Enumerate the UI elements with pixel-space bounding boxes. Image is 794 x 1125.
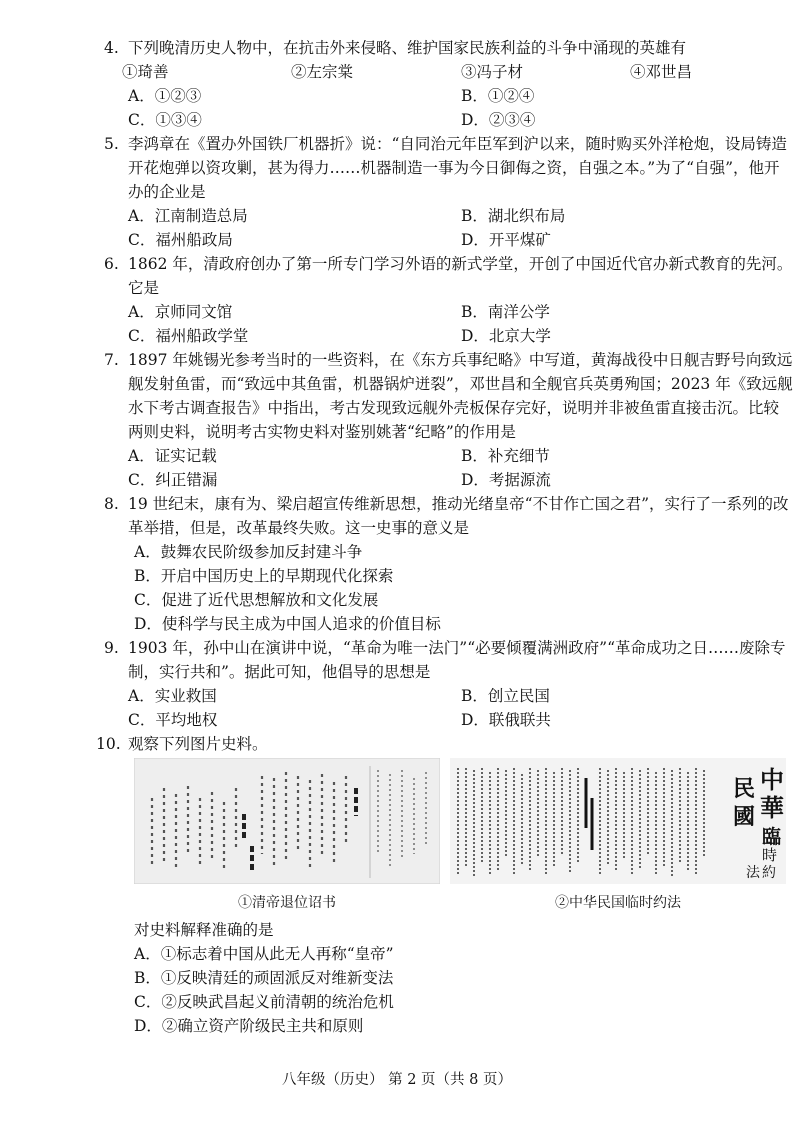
option-c[interactable]: C．纠正错漏 bbox=[128, 471, 218, 489]
question-number: 6. bbox=[104, 255, 119, 273]
question-7-stem bbox=[104, 348, 794, 444]
figure-caption: ①清帝退位诏书 bbox=[238, 895, 336, 911]
question-text: 1897 年姚锡光参考当时的一些资料，在《东方兵事纪略》中写道，黄海战役中日舰吉野号向致远舰发射鱼雷，而“致远中其鱼雷，机器锅炉迸裂”，邓世昌和全舰官兵英勇殉国；2023 年《致远舰水下考古调查报告》中指出，考古发现致远舰外壳板保存完好，说明并非被鱼雷直接击沉。比较两则史料，说明考古实物史料对鉴别姚著“纪略”的作用是 bbox=[128, 351, 793, 441]
option-row bbox=[104, 684, 794, 708]
question-number: 10. bbox=[96, 735, 121, 753]
option-row bbox=[104, 444, 794, 468]
option-d[interactable]: D．北京大学 bbox=[461, 327, 551, 345]
question-number: 9. bbox=[104, 639, 119, 657]
item: ④邓世昌 bbox=[630, 63, 693, 81]
option-b[interactable]: B．湖北织布局 bbox=[461, 207, 566, 225]
question-prompt-row bbox=[104, 918, 794, 942]
question-5-stem bbox=[104, 132, 794, 204]
question-number: 5. bbox=[104, 135, 119, 153]
option-d[interactable]: D．使科学与民主成为中国人追求的价值目标 bbox=[134, 615, 441, 633]
option-a[interactable]: A．①②③ bbox=[128, 87, 202, 105]
question-number: 4. bbox=[104, 39, 119, 57]
abdication-edict-image bbox=[134, 758, 440, 884]
figure-abdication-edict bbox=[134, 758, 440, 912]
option-a[interactable]: A．江南制造总局 bbox=[128, 207, 248, 225]
constitution-title-block bbox=[450, 758, 786, 884]
title-char: 約 bbox=[762, 865, 776, 881]
question-text: 观察下列图片史料。 bbox=[128, 735, 268, 753]
option-d[interactable]: D．考据源流 bbox=[461, 471, 551, 489]
option-b[interactable]: B．创立民国 bbox=[461, 687, 550, 705]
option-a[interactable]: A．①标志着中国从此无人再称“皇帝” bbox=[134, 945, 394, 963]
option-c[interactable]: C．②反映武昌起义前清朝的统治危机 bbox=[134, 993, 394, 1011]
item: ②左宗棠 bbox=[291, 63, 354, 81]
title-char: 中 bbox=[760, 765, 784, 794]
title-char: 華 bbox=[760, 793, 784, 822]
question-9 bbox=[104, 636, 794, 732]
option-a[interactable]: A．京师同文馆 bbox=[128, 303, 233, 321]
question-text: 李鸿章在《置办外国铁厂机器折》说：“自同治元年臣军到沪以来，随时购买外洋枪炮，设局铸造开花炮弹以资攻剿，甚为得力……机器制造一事为今日御侮之资，自强之本。”为了“自强”，他开办的企业是 bbox=[128, 135, 787, 201]
title-char: 臨 bbox=[762, 826, 782, 848]
page-footer: 八年级（历史） 第 2 页（共 8 页） bbox=[282, 1072, 512, 1088]
question-prompt: 对史料解释准确的是 bbox=[134, 921, 274, 939]
option-row bbox=[104, 228, 794, 252]
option-row bbox=[104, 204, 794, 228]
question-4 bbox=[104, 36, 794, 132]
figure-caption: ②中华民国临时约法 bbox=[555, 895, 681, 911]
option-b[interactable]: B．①②④ bbox=[461, 87, 535, 105]
option-list bbox=[104, 942, 794, 1038]
option-c[interactable]: C．平均地权 bbox=[128, 711, 218, 729]
option-d[interactable]: D．联俄联共 bbox=[461, 711, 551, 729]
item: ①琦善 bbox=[122, 63, 169, 81]
question-9-stem bbox=[104, 636, 794, 684]
question-5 bbox=[104, 132, 794, 252]
question-10-options bbox=[104, 918, 794, 1038]
option-a[interactable]: A．实业救国 bbox=[128, 687, 217, 705]
question-text: 1903 年，孙中山在演讲中说，“革命为唯一法门”“必要倾覆满洲政府”“革命成功之日……废除专制，实行共和”。据此可知，他倡导的思想是 bbox=[128, 639, 786, 681]
question-number: 8. bbox=[104, 495, 119, 513]
title-char: 法 bbox=[746, 865, 760, 881]
question-7 bbox=[104, 348, 794, 492]
option-c[interactable]: C．福州船政学堂 bbox=[128, 327, 249, 345]
question-10 bbox=[96, 732, 786, 756]
option-row bbox=[104, 708, 794, 732]
question-8 bbox=[104, 492, 794, 636]
question-4-stem bbox=[104, 36, 794, 60]
title-char: 時 bbox=[762, 846, 778, 864]
option-d[interactable]: D．②③④ bbox=[461, 111, 536, 129]
item-row bbox=[104, 60, 794, 84]
question-6-stem bbox=[104, 252, 794, 300]
question-number: 7. bbox=[104, 351, 119, 369]
option-a[interactable]: A．鼓舞农民阶级参加反封建斗争 bbox=[134, 543, 363, 561]
question-6 bbox=[104, 252, 794, 348]
question-text: 1862 年，清政府创办了第一所专门学习外语的新式学堂，开创了中国近代官办新式教育的先河。它是 bbox=[128, 255, 793, 297]
option-b[interactable]: B．南洋公学 bbox=[461, 303, 550, 321]
option-row bbox=[104, 324, 794, 348]
option-d[interactable]: D．开平煤矿 bbox=[461, 231, 551, 249]
title-char: 國 bbox=[733, 804, 756, 830]
title-char: 民 bbox=[733, 776, 756, 802]
question-8-stem bbox=[104, 492, 794, 540]
option-list bbox=[104, 540, 794, 636]
item: ③冯子材 bbox=[461, 63, 524, 81]
option-b[interactable]: B．①反映清廷的顽固派反对维新变法 bbox=[134, 969, 394, 987]
question-text: 19 世纪末，康有为、梁启超宣传维新思想，推动光绪皇帝“不甘作亡国之君”，实行了一系列的改革举措，但是，改革最终失败。这一史事的意义是 bbox=[128, 495, 789, 537]
option-c[interactable]: C．①③④ bbox=[128, 111, 202, 129]
question-text: 下列晚清历史人物中，在抗击外来侵略、维护国家民族利益的斗争中涌现的英雄有 bbox=[128, 39, 687, 57]
option-a[interactable]: A．证实记载 bbox=[128, 447, 217, 465]
option-row bbox=[104, 108, 794, 132]
option-row bbox=[104, 300, 794, 324]
option-row bbox=[104, 468, 794, 492]
option-c[interactable]: C．福州船政局 bbox=[128, 231, 233, 249]
option-d[interactable]: D．②确立资产阶级民主共和原则 bbox=[134, 1017, 364, 1035]
question-10-stem bbox=[96, 732, 786, 756]
figure-provisional-constitution bbox=[450, 758, 786, 912]
provisional-constitution-image bbox=[450, 758, 786, 884]
option-b[interactable]: B．开启中国历史上的早期现代化探索 bbox=[134, 567, 394, 585]
option-b[interactable]: B．补充细节 bbox=[461, 447, 550, 465]
option-row bbox=[104, 84, 794, 108]
option-c[interactable]: C．促进了近代思想解放和文化发展 bbox=[134, 591, 379, 609]
